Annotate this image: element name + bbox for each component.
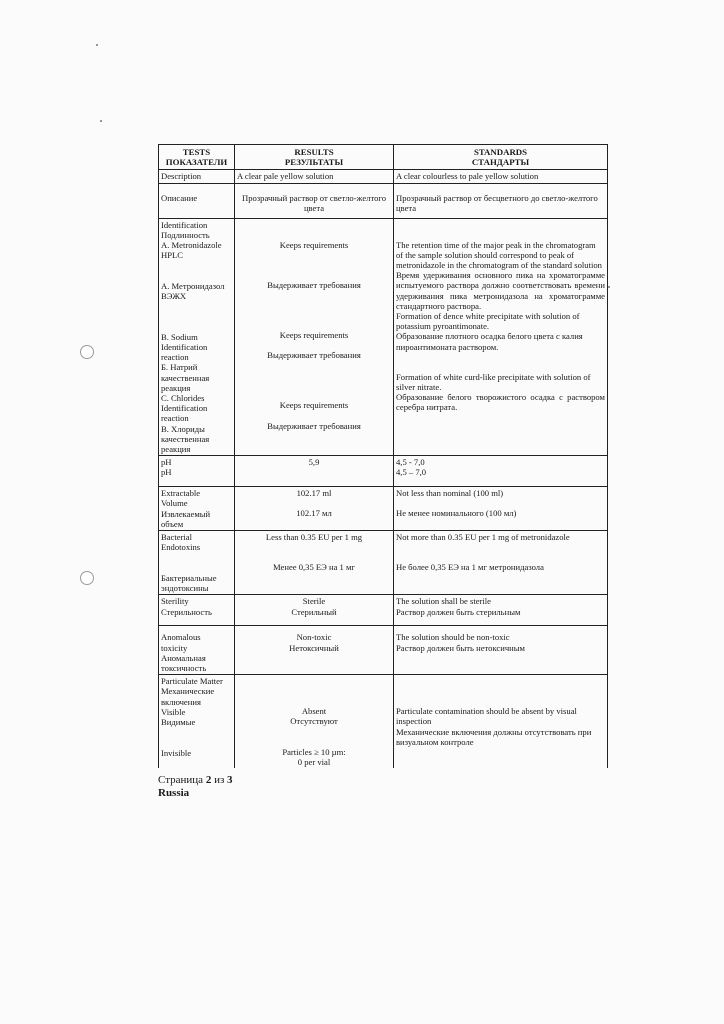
standard-cell [394,675,608,768]
test-name-line [161,260,232,270]
header-results [235,145,394,170]
toxicity-standard-en: The solution should be non-toxic [396,632,510,643]
page-number [158,774,607,787]
test-name-line: В. Хлориды [161,423,205,434]
table-row [159,626,608,675]
description-result-en: A clear pale yellow solution [237,171,334,182]
test-name-line: А. Метронидазол [161,280,225,291]
ident-c-result-ru: Выдерживает требования [267,420,361,431]
test-name-line: Particulate Matter [161,676,223,687]
endotoxins-result-en: Less than 0.35 EU per 1 mg [265,532,363,543]
particulate-visible-result-en: Absent [301,706,327,717]
test-name-line: ВЭЖХ [161,291,187,302]
page-current: 2 [205,773,212,786]
table-row [159,487,608,531]
description-test-ru: Описание [161,192,198,203]
endotoxins-result-ru: Менее 0,35 ЕЭ на 1 мг [273,562,355,573]
test-name-line: Identification [161,219,208,230]
test-name-line [161,737,232,747]
sterility-result-en: Sterile [302,596,326,607]
test-name-line: Б. Натрий [161,362,198,373]
header-tests-ru: ПОКАЗАТЕЛИ [165,157,228,168]
test-name-line: реакция [161,444,191,455]
test-name-line: C. Chlorides [161,393,205,404]
test-name-line: качественная [161,372,210,383]
description-test-en: Description [161,171,202,182]
ph-standard-2: 4,5 – 7,0 [396,467,427,478]
test-name-line: реакция [161,382,191,393]
test-name [159,170,235,183]
volume-standard-ru: Не менее номинального (100 мл) [396,508,517,519]
header-standards-en: STANDARDS [473,147,528,157]
toxicity-standard-ru: Раствор должен быть нетоксичным [396,642,525,653]
result-cell [235,675,394,768]
test-name-line: токсичность [161,662,207,673]
standard-cell [394,456,608,487]
header-tests [159,145,235,170]
table-row [159,170,608,183]
description-standard-en: A clear colourless to pale yellow solution [396,171,539,182]
test-name-line: объем [161,518,184,529]
ident-a-standard-en: The retention time of the major peak in the chromatogram of the sample solution should correspond to peak of metronidazole in the chromatogram of the standard solution [396,239,602,271]
test-name [159,595,235,626]
test-name-line: Identification [161,403,208,414]
ident-c-result-en: Keeps requirements [279,400,349,411]
header-results-en: RESULTS [294,147,334,157]
sterility-result-ru: Стерильный [291,606,337,617]
ident-b-result-ru: Выдерживает требования [267,350,361,361]
test-name-line: Подлинность [161,229,210,240]
standard-cell [394,183,608,218]
endotoxins-test [159,531,235,595]
test-name-line: Аномальная [161,652,206,663]
description-standard-ru: Прозрачный раствор от бесцветного до светло-желтого цвета [396,192,598,213]
ident-b-result-en: Keeps requirements [279,330,349,341]
standard-cell [394,595,608,626]
table-header-row [159,145,608,170]
page-of: из [214,773,225,786]
scan-speck [96,44,98,46]
country-text: Russia [158,786,190,799]
test-name [159,183,235,218]
volume-test [159,487,235,531]
sterility-test-en: Sterility [161,596,189,607]
ph-result: 5,9 [308,457,320,468]
test-name-line: включения [161,696,201,707]
table-row [159,218,608,456]
volume-standard-en: Not less than nominal (100 ml) [396,488,504,499]
header-tests-en: TESTS [182,147,211,157]
sterility-standard-ru: Раствор должен быть стерильным [396,606,521,617]
ident-b-standard-ru: Образование плотного осадка белого цвета с калия пироантимоната раствором. [396,331,583,352]
result-cell [235,183,394,218]
ident-c-standard-ru: Образование белого творожистого осадка с раствором серебра нитрата. [396,392,605,413]
ph-test-en: pH [161,457,172,468]
page-footer [158,774,607,800]
certificate-page [158,144,607,800]
sterility-test-ru: Стерильность [161,606,212,617]
test-name-line [161,301,232,311]
header-standards-ru: СТАНДАРТЫ [471,157,530,168]
ident-c-standard-en: Formation of white curd-like precipitate with solution of silver nitrate. [396,371,591,393]
description-result-ru: Прозрачный раствор от светло-желтого цвета [241,192,386,213]
page-total: 3 [227,773,233,786]
test-name-line: Invisible [161,747,192,758]
test-name-line [161,727,232,737]
test-name-line [161,311,232,321]
result-cell [235,626,394,675]
table-row [159,595,608,626]
page-prefix: Страница [158,773,204,786]
toxicity-result-ru: Нетоксичный [289,642,339,653]
particulate-visible-standard-ru: Механические включения должны отсутствовать при визуальном контроле [396,726,592,747]
test-name-line: Механические [161,686,215,697]
standard-cell [394,170,608,183]
test-name-line: Видимые [161,716,196,727]
identification-standards [394,218,608,456]
toxicity-result-en: Non-toxic [296,632,332,643]
test-name-line: Identification [161,342,208,353]
result-cell [235,456,394,487]
table-row [159,531,608,595]
test-name-line: Bacterial [161,532,193,543]
particulate-visible-result-ru: Отсутствуют [290,716,338,727]
standard-cell [394,487,608,531]
particulate-invisible-result-1: Particles ≥ 10 µm: [282,746,346,757]
sterility-standard-en: The solution shall be sterile [396,596,491,607]
ident-a-result-ru: Выдерживает требования [267,279,361,290]
identification-test [159,218,235,456]
test-name-line: Endotoxins [161,542,201,553]
standard-cell [394,626,608,675]
test-name-line: Volume [161,498,188,509]
country-label [158,787,607,800]
test-name-line: Извлекаемый [161,508,211,519]
particulate-visible-standard-en: Particulate contamination should be absent by visual inspection [396,706,577,727]
test-name-line: toxicity [161,642,188,653]
table-row [159,675,608,768]
result-cell [235,487,394,531]
particulate-test [159,675,235,768]
test-name-line: Visible [161,706,186,717]
ident-a-result-en: Keeps requirements [279,239,349,250]
punch-hole-bottom [80,571,94,585]
test-results-table [158,144,608,768]
test-name-line [161,563,232,573]
identification-results [235,218,394,456]
ident-b-standard-en: Formation of dence white precipitate with solution of potassium pyroantimonate. [396,311,580,332]
ident-a-standard-ru: Время удерживания основного пика на хроматограмме испытуемого раствора должно соответствовать времени удерживания пика метронидазола на хроматограмме стандартного раствора. [396,270,605,311]
endotoxins-standard-ru: Не более 0,35 ЕЭ на 1 мг метронидазола [396,562,544,573]
test-name-line [161,322,232,332]
volume-result-en: 102.17 ml [296,488,332,499]
punch-hole-top [80,345,94,359]
table-row [159,183,608,218]
ph-test-ru: pH [161,467,172,478]
header-standards [394,145,608,170]
result-cell [235,531,394,595]
particulate-invisible-result-2: 0 per vial [297,756,331,767]
test-name-line: эндотоксины [161,583,209,594]
test-name-line: Anomalous [161,632,201,643]
scan-speck [608,286,610,288]
header-results-ru: РЕЗУЛЬТАТЫ [284,157,344,168]
test-name-line: reaction [161,413,189,424]
endotoxins-standard-en: Not more than 0.35 EU per 1 mg of metronidazole [396,532,570,543]
test-name-line: B. Sodium [161,331,198,342]
test-name-line: качественная [161,433,210,444]
ph-standard-1: 4,5 - 7,0 [396,457,425,468]
test-name-line: HPLC [161,250,183,261]
test-name-line [161,553,232,563]
result-cell [235,595,394,626]
result-cell [235,170,394,183]
test-name-line: A. Metronidazole [161,240,222,251]
test-name-line: Extractable [161,488,201,499]
scan-speck [100,120,102,122]
table-row [159,456,608,487]
test-name [159,456,235,487]
standard-cell [394,531,608,595]
test-name-line: reaction [161,352,189,363]
volume-result-ru: 102.17 мл [296,508,332,519]
toxicity-test [159,626,235,675]
test-name-line: Бактериальные [161,572,217,583]
test-name-line [161,271,232,281]
